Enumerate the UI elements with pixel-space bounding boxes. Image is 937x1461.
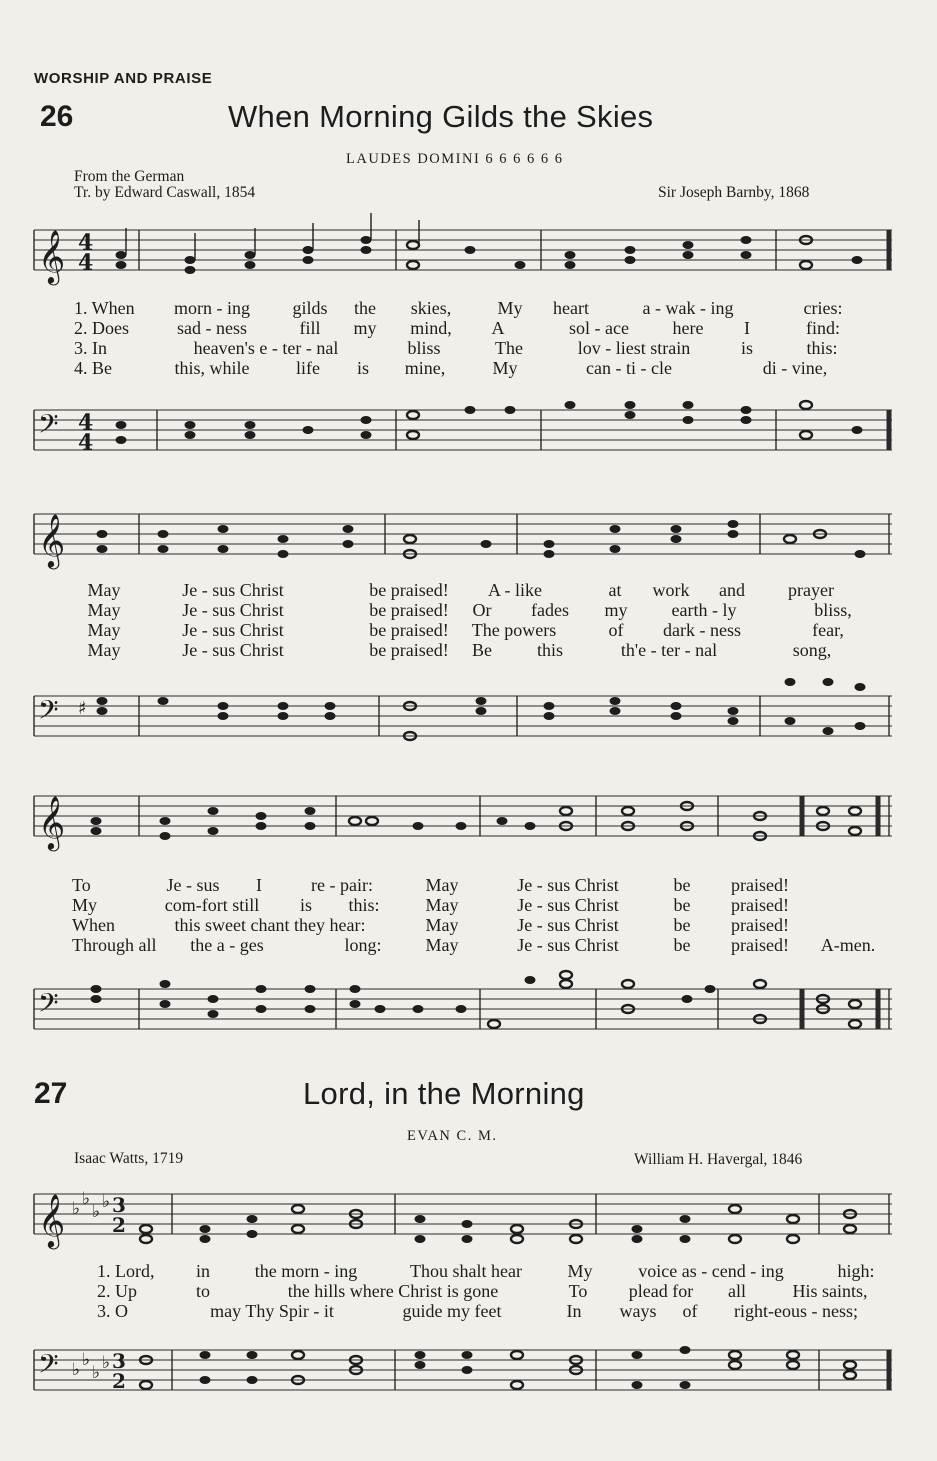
text-source-26: From the German (74, 168, 185, 185)
syllable: Je - sus Christ (517, 875, 619, 895)
syllable: the hills where Christ is gone (287, 1281, 499, 1301)
syllable: praised! (731, 915, 789, 935)
svg-text:♭: ♭ (102, 1192, 111, 1212)
svg-text:♭: ♭ (102, 1353, 111, 1373)
syllable: 2. Up (97, 1281, 137, 1301)
syllable: is (356, 358, 370, 378)
syllable: mind, (410, 318, 452, 338)
syllable: my (604, 600, 628, 620)
svg-text:𝄞: 𝄞 (38, 795, 66, 849)
notes-bass-27-1 (140, 1346, 856, 1389)
svg-text:3: 3 (112, 1193, 126, 1217)
syllable: work (652, 580, 690, 600)
syllable: May (425, 875, 459, 895)
syllable: high: (837, 1261, 875, 1281)
syllable: be praised! (369, 620, 449, 640)
syllable: My (72, 895, 98, 915)
syllable: is (740, 338, 754, 358)
syllable: 2. Does (74, 318, 129, 338)
time-signature-bottom: 4 (78, 250, 94, 276)
notes-treble-26-3 (91, 802, 862, 840)
syllable: the a - ges (190, 935, 264, 955)
hymn-title-27: Lord, in the Morning (303, 1076, 585, 1111)
syllable: th'e - ter - nal (620, 640, 718, 660)
syllable: May (425, 895, 459, 915)
syllable: can - ti - cle (586, 358, 672, 378)
syllable: 3. O (97, 1301, 128, 1321)
syllable: May (87, 600, 121, 620)
notes-treble-26-2 (97, 520, 866, 558)
notes-bass-26-2 (97, 678, 866, 740)
syllable: heart (553, 298, 589, 318)
syllable: long: (344, 935, 382, 955)
treble-clef-icon: 𝄞 (38, 229, 66, 283)
syllable: To (568, 1281, 588, 1301)
syllable: bliss (407, 338, 441, 358)
syllable: morn - ing (174, 298, 250, 318)
syllable: all (728, 1281, 746, 1301)
syllable: this sweet chant they hear: (174, 915, 366, 935)
syllable: My (492, 358, 518, 378)
section-heading: WORSHIP AND PRAISE (34, 70, 213, 87)
lyrics-27-1 (0, 1261, 937, 1321)
syllable: praised! (731, 935, 789, 955)
syllable: in (195, 1261, 211, 1281)
syllable: fades (531, 600, 569, 620)
bass-staff-26-2 (0, 694, 937, 738)
syllable: 1. Lord, (97, 1261, 155, 1281)
svg-text:♭: ♭ (72, 1360, 81, 1380)
flat-icon: ♭ (72, 1199, 81, 1219)
syllable: here (672, 318, 704, 338)
syllable: fear, (812, 620, 844, 640)
syllable: heaven's e - ter - nal (193, 338, 339, 358)
syllable: lov - liest strain (577, 338, 691, 358)
svg-text:𝄢: 𝄢 (38, 987, 59, 1025)
hymn-number-26: 26 (40, 100, 74, 133)
syllable: bliss, (814, 600, 852, 620)
syllable: 4. Be (74, 358, 112, 378)
author-27: Isaac Watts, 1719 (74, 1150, 184, 1167)
syllable: Je - sus Christ (182, 640, 284, 660)
syllable: the (354, 298, 376, 318)
syllable: The powers (471, 620, 557, 640)
syllable: praised! (731, 875, 789, 895)
syllable: Be (472, 640, 492, 660)
syllable: Je - sus Christ (517, 915, 619, 935)
syllable: I (744, 318, 750, 338)
lyrics-26-1 (0, 298, 937, 378)
syllable: com-fort still (164, 895, 260, 915)
syllable: Je - sus (166, 875, 220, 895)
syllable: be (673, 895, 691, 915)
bass-staff-26-1 (0, 408, 937, 456)
syllable: and (719, 580, 745, 600)
bass-clef-icon: 𝄢 (38, 408, 59, 446)
svg-text:𝄢: 𝄢 (38, 1348, 59, 1386)
syllable: to (195, 1281, 211, 1301)
lyrics-26-2 (0, 580, 937, 660)
syllable: a - wak - ing (642, 298, 734, 318)
bass-staff-26-3 (0, 987, 937, 1031)
syllable: my (353, 318, 377, 338)
syllable: this, while (174, 358, 250, 378)
treble-staff-26-3 (0, 794, 937, 849)
syllable: plead for (628, 1281, 694, 1301)
svg-text:4: 4 (78, 430, 94, 456)
treble-staff-26-1 (0, 228, 937, 283)
treble-staff-27-1 (0, 1189, 937, 1247)
syllable: be praised! (369, 580, 449, 600)
bass-staff-27-1 (0, 1348, 937, 1392)
svg-text:2: 2 (112, 1369, 126, 1393)
syllable: gilds (292, 298, 328, 318)
tune-name-27: EVAN C. M. (407, 1128, 498, 1144)
syllable: right-eous - ness; (734, 1301, 858, 1321)
syllable: this (536, 640, 564, 660)
lyrics-26-3 (0, 875, 937, 955)
syllable: sad - ness (177, 318, 247, 338)
translator-26: Tr. by Edward Caswall, 1854 (74, 184, 256, 201)
composer-27: William H. Havergal, 1846 (634, 1151, 803, 1168)
syllable: praised! (731, 895, 789, 915)
tune-name-26: LAUDES DOMINI 6 6 6 6 6 6 (346, 151, 564, 167)
syllable: Je - sus Christ (182, 620, 284, 640)
syllable: of (682, 1301, 698, 1321)
treble-staff-26-2 (0, 512, 937, 567)
svg-text:𝄢: 𝄢 (38, 694, 59, 732)
syllable: Or (472, 600, 492, 620)
syllable: is (299, 895, 313, 915)
syllable: at (608, 580, 622, 600)
syllable: be praised! (369, 640, 449, 660)
svg-text:♭: ♭ (82, 1189, 91, 1209)
syllable: mine, (404, 358, 446, 378)
syllable: A (491, 318, 505, 338)
syllable: of (608, 620, 624, 640)
svg-text:♭: ♭ (92, 1363, 101, 1383)
syllable: this: (348, 895, 380, 915)
syllable: the morn - ing (254, 1261, 358, 1281)
svg-text:3: 3 (112, 1349, 126, 1373)
syllable: Je - sus Christ (517, 895, 619, 915)
syllable: this: (806, 338, 838, 358)
svg-text:𝄞: 𝄞 (38, 513, 66, 567)
svg-text:♭: ♭ (92, 1202, 101, 1222)
hymn-number-27: 27 (34, 1077, 68, 1110)
syllable: His saints, (792, 1281, 868, 1301)
svg-text:♭: ♭ (82, 1350, 91, 1370)
syllable: May (425, 915, 459, 935)
syllable: find: (806, 318, 840, 338)
syllable: 1. When (74, 298, 135, 318)
svg-text:2: 2 (112, 1213, 126, 1237)
syllable: May (87, 620, 121, 640)
svg-text:𝄞: 𝄞 (38, 1193, 66, 1247)
syllable: re - pair: (311, 875, 373, 895)
syllable: May (87, 640, 121, 660)
syllable: Je - sus Christ (182, 580, 284, 600)
svg-text:4: 4 (78, 410, 94, 436)
syllable: be (673, 915, 691, 935)
syllable: prayer (788, 580, 834, 600)
syllable: My (567, 1261, 593, 1281)
syllable: be (673, 935, 691, 955)
notes-treble-26-1 (116, 213, 863, 274)
syllable: sol - ace (569, 318, 629, 338)
syllable: ways (619, 1301, 657, 1321)
syllable: A - like (488, 580, 542, 600)
syllable: A-men. (820, 935, 876, 955)
syllable: may Thy Spir - it (210, 1301, 334, 1321)
syllable: The (495, 338, 523, 358)
composer-26: Sir Joseph Barnby, 1868 (658, 184, 810, 201)
syllable: life (296, 358, 320, 378)
syllable: To (72, 875, 91, 895)
syllable: be (673, 875, 691, 895)
syllable: song, (792, 640, 832, 660)
syllable: guide my feet (402, 1301, 502, 1321)
syllable: be praised! (369, 600, 449, 620)
svg-text:♯: ♯ (78, 698, 87, 719)
time-signature-top: 4 (78, 230, 94, 256)
syllable: dark - ness (663, 620, 741, 640)
hymn-title-26: When Morning Gilds the Skies (228, 99, 654, 134)
syllable: May (425, 935, 459, 955)
syllable: voice as - cend - ing (638, 1261, 784, 1281)
syllable: In (566, 1301, 582, 1321)
syllable: Je - sus Christ (182, 600, 284, 620)
syllable: cries: (803, 298, 843, 318)
syllable: My (497, 298, 523, 318)
syllable: di - vine, (762, 358, 828, 378)
syllable: fill (299, 318, 321, 338)
syllable: skies, (410, 298, 452, 318)
syllable: When (72, 915, 115, 935)
syllable: May (87, 580, 121, 600)
notes-bass-26-1 (116, 401, 863, 444)
syllable: Je - sus Christ (517, 935, 619, 955)
syllable: Through all (72, 935, 157, 955)
syllable: Thou shalt hear (410, 1261, 522, 1281)
syllable: 3. In (74, 338, 107, 358)
syllable: I (256, 875, 262, 895)
syllable: earth - ly (671, 600, 737, 620)
